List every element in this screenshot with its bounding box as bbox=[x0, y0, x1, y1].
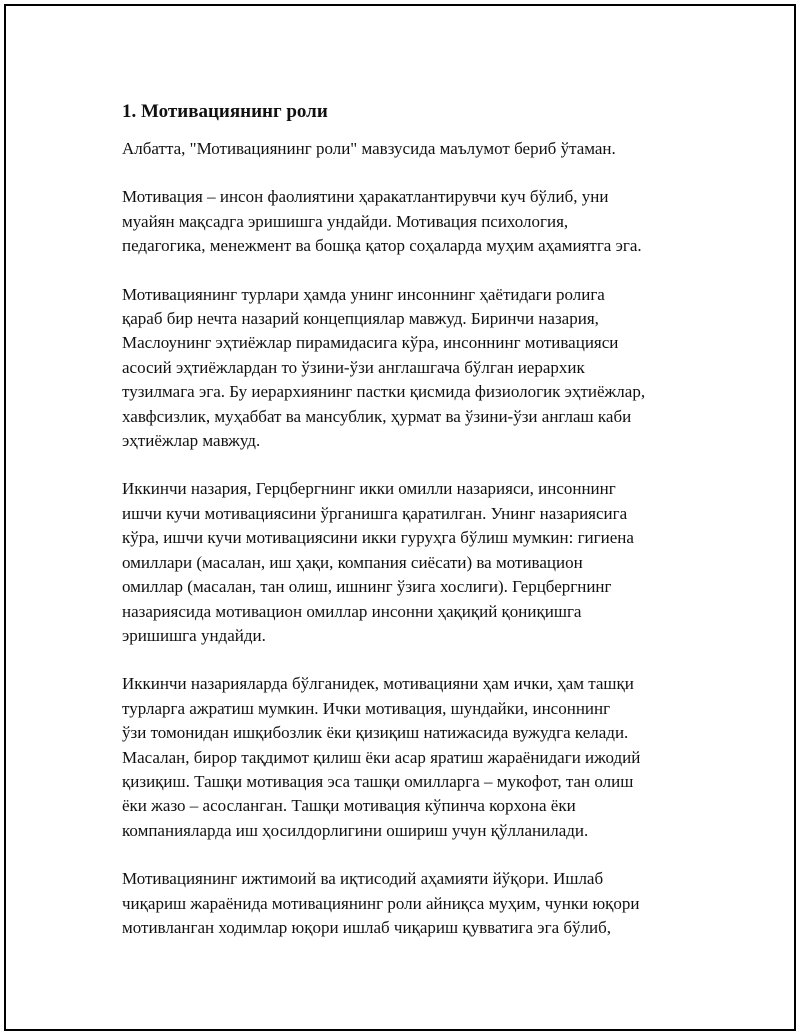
text-line: хавфсизлик, муҳаббат ва мансублик, ҳурмат ва ўзини-ўзи англаш каби bbox=[122, 406, 632, 426]
text-line: Иккинчи назарияларда бўлганидек, мотивацияни ҳам ички, ҳам ташқи bbox=[122, 674, 634, 694]
text-line: эҳтиёжлар мавжуд. bbox=[122, 431, 261, 451]
text-line: қараб бир нечта назарий концепциялар мавжуд. Биринчи назария, bbox=[122, 309, 599, 329]
text-line: мотивланган ходимлар юқори ишлаб чиқариш қувватига эга бўлиб, bbox=[122, 917, 611, 937]
text-line: ишчи кучи мотивациясини ўрганишга қаратилган. Унинг назариясига bbox=[122, 503, 628, 523]
paragraph-maslow bbox=[122, 283, 712, 454]
document-body bbox=[122, 100, 712, 964]
text-line: Маслоунинг эҳтиёжлар пирамидасига кўра, инсоннинг мотивацияси bbox=[122, 333, 619, 353]
paragraph-herzberg bbox=[122, 477, 712, 648]
paragraph-social-economic bbox=[122, 867, 712, 940]
paragraph-definition bbox=[122, 185, 712, 258]
text-line: Мотивация – инсон фаолиятини ҳаракатлантирувчи куч бўлиб, уни bbox=[122, 187, 609, 207]
text-line: Мотивациянинг турлари ҳамда унинг инсоннинг ҳаётидаги ролига bbox=[122, 284, 605, 304]
text-line: ёки жазо – асосланган. Ташқи мотивация кўпинча корхона ёки bbox=[122, 796, 576, 816]
text-line: чиқариш жараёнида мотивациянинг роли айниқса муҳим, чунки юқори bbox=[122, 893, 640, 913]
text-line: назариясида мотивацион омиллар инсонни ҳақиқий қониқишга bbox=[122, 601, 582, 621]
text-line: Иккинчи назария, Герцбергнинг икки омилли назарияси, инсоннинг bbox=[122, 479, 616, 499]
text-line: муайян мақсадга эришишга ундайди. Мотивация психология, bbox=[122, 211, 569, 231]
text-line: тузилмага эга. Бу иерархиянинг пастки қисмида физиологик эҳтиёжлар, bbox=[122, 382, 646, 402]
text-line: эришишга ундайди. bbox=[122, 625, 266, 645]
paragraph-intro bbox=[122, 137, 712, 161]
text-line: қизиқиш. Ташқи мотивация эса ташқи омилларга – мукофот, тан олиш bbox=[122, 771, 634, 791]
text-line: Мотивациянинг ижтимоий ва иқтисодий аҳамияти йўқори. Ишлаб bbox=[122, 869, 604, 889]
text-line: кўра, ишчи кучи мотивациясини икки гуруҳга бўлиш мумкин: гигиена bbox=[122, 528, 634, 548]
text-line: педагогика, менежмент ва бошқа қатор соҳаларда муҳим аҳамиятга эга. bbox=[122, 236, 642, 256]
text-line: омиллар (масалан, тан олиш, ишнинг ўзига хослиги). Герцбергнинг bbox=[122, 577, 612, 597]
text-line: Албатта, "Мотивациянинг роли" мавзусида маълумот бериб ўтаман. bbox=[122, 139, 616, 158]
text-line: Масалан, бирор тақдимот қилиш ёки асар яратиш жараёнидаги ижодий bbox=[122, 747, 641, 767]
paragraph-intrinsic-extrinsic bbox=[122, 672, 712, 843]
text-line: компанияларда иш ҳосилдорлигини ошириш учун қўлланилади. bbox=[122, 820, 589, 840]
page-frame bbox=[4, 4, 796, 1031]
text-line: омиллари (масалан, иш ҳақи, компания сиёсати) ва мотивацион bbox=[122, 552, 583, 572]
text-line: турларга ажратиш мумкин. Ички мотивация, шундайки, инсоннинг bbox=[122, 698, 611, 718]
text-line: ўзи томонидан ишқибозлик ёки қизиқиш натижасида вужудга келади. bbox=[122, 723, 629, 743]
section-heading: 1. Мотивациянинг роли bbox=[122, 101, 328, 122]
text-line: асосий эҳтиёжлардан то ўзини-ўзи англашгача бўлган иерархик bbox=[122, 357, 585, 377]
